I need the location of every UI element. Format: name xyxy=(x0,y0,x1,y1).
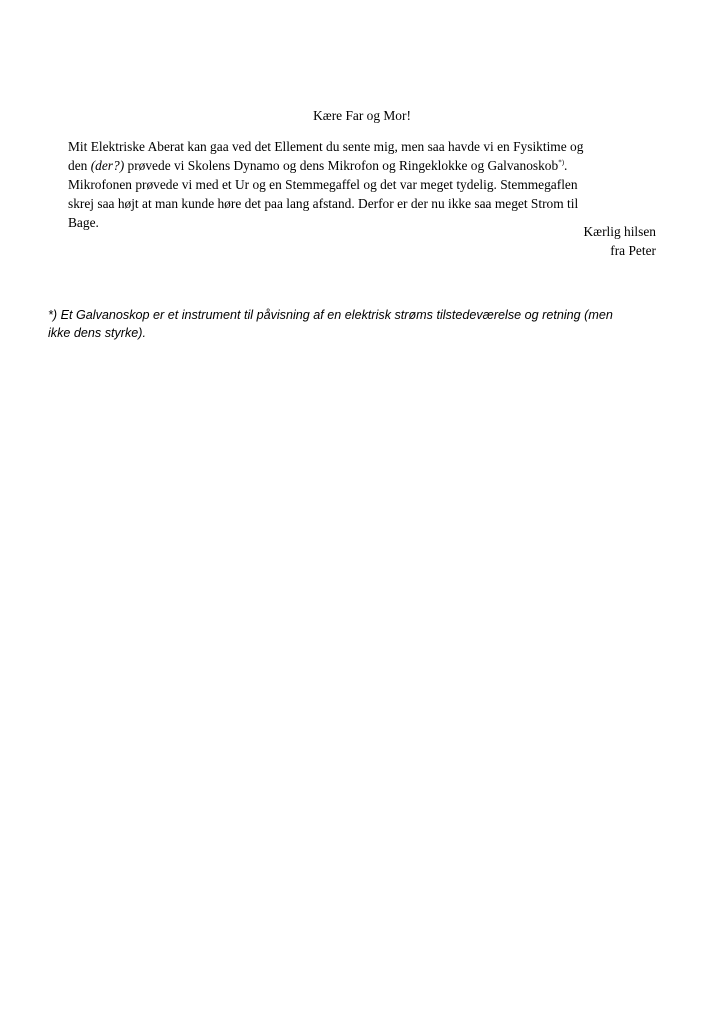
letter-signature: fra Peter xyxy=(610,243,656,258)
letter-body xyxy=(68,137,660,232)
editorial-note: (der?) xyxy=(90,158,125,173)
footnote-line-2: ikke dens styrke). xyxy=(48,326,146,340)
footnote-line-1: *) Et Galvanoskop er et instrument til påvisning af en elektrisk strøms tilstedeværelse og retning (men xyxy=(48,308,613,322)
letter-line-2-period: . xyxy=(564,158,568,173)
letter-signature-block xyxy=(583,222,656,260)
letter-line-2-start: den xyxy=(68,158,91,173)
letter-line-2 xyxy=(68,156,660,175)
footnote xyxy=(48,306,688,342)
letter-closing: Kærlig hilsen xyxy=(583,224,656,239)
letter-paragraph xyxy=(68,137,660,232)
letter-line-4: skrej saa højt at man kunde høre det paa lang afstand. Derfor er der nu ikke saa meget Strom til xyxy=(68,196,579,211)
footnote-reference: *) xyxy=(558,158,565,167)
letter-line-2-end: prøvede vi Skolens Dynamo og dens Mikrofon og Ringeklokke og Galvanoskob xyxy=(124,158,559,173)
letter-line-3: Mikrofonen prøvede vi med et Ur og en Stemmegaffel og det var meget tydelig. Stemmegaflen xyxy=(68,177,578,192)
letter-greeting: Kære Far og Mor! xyxy=(313,108,411,123)
letter-line-1: Mit Elektriske Aberat kan gaa ved det Ellement du sente mig, men saa havde vi en Fysiktime og xyxy=(68,139,584,154)
letter-line-5: Bage. xyxy=(68,215,99,230)
